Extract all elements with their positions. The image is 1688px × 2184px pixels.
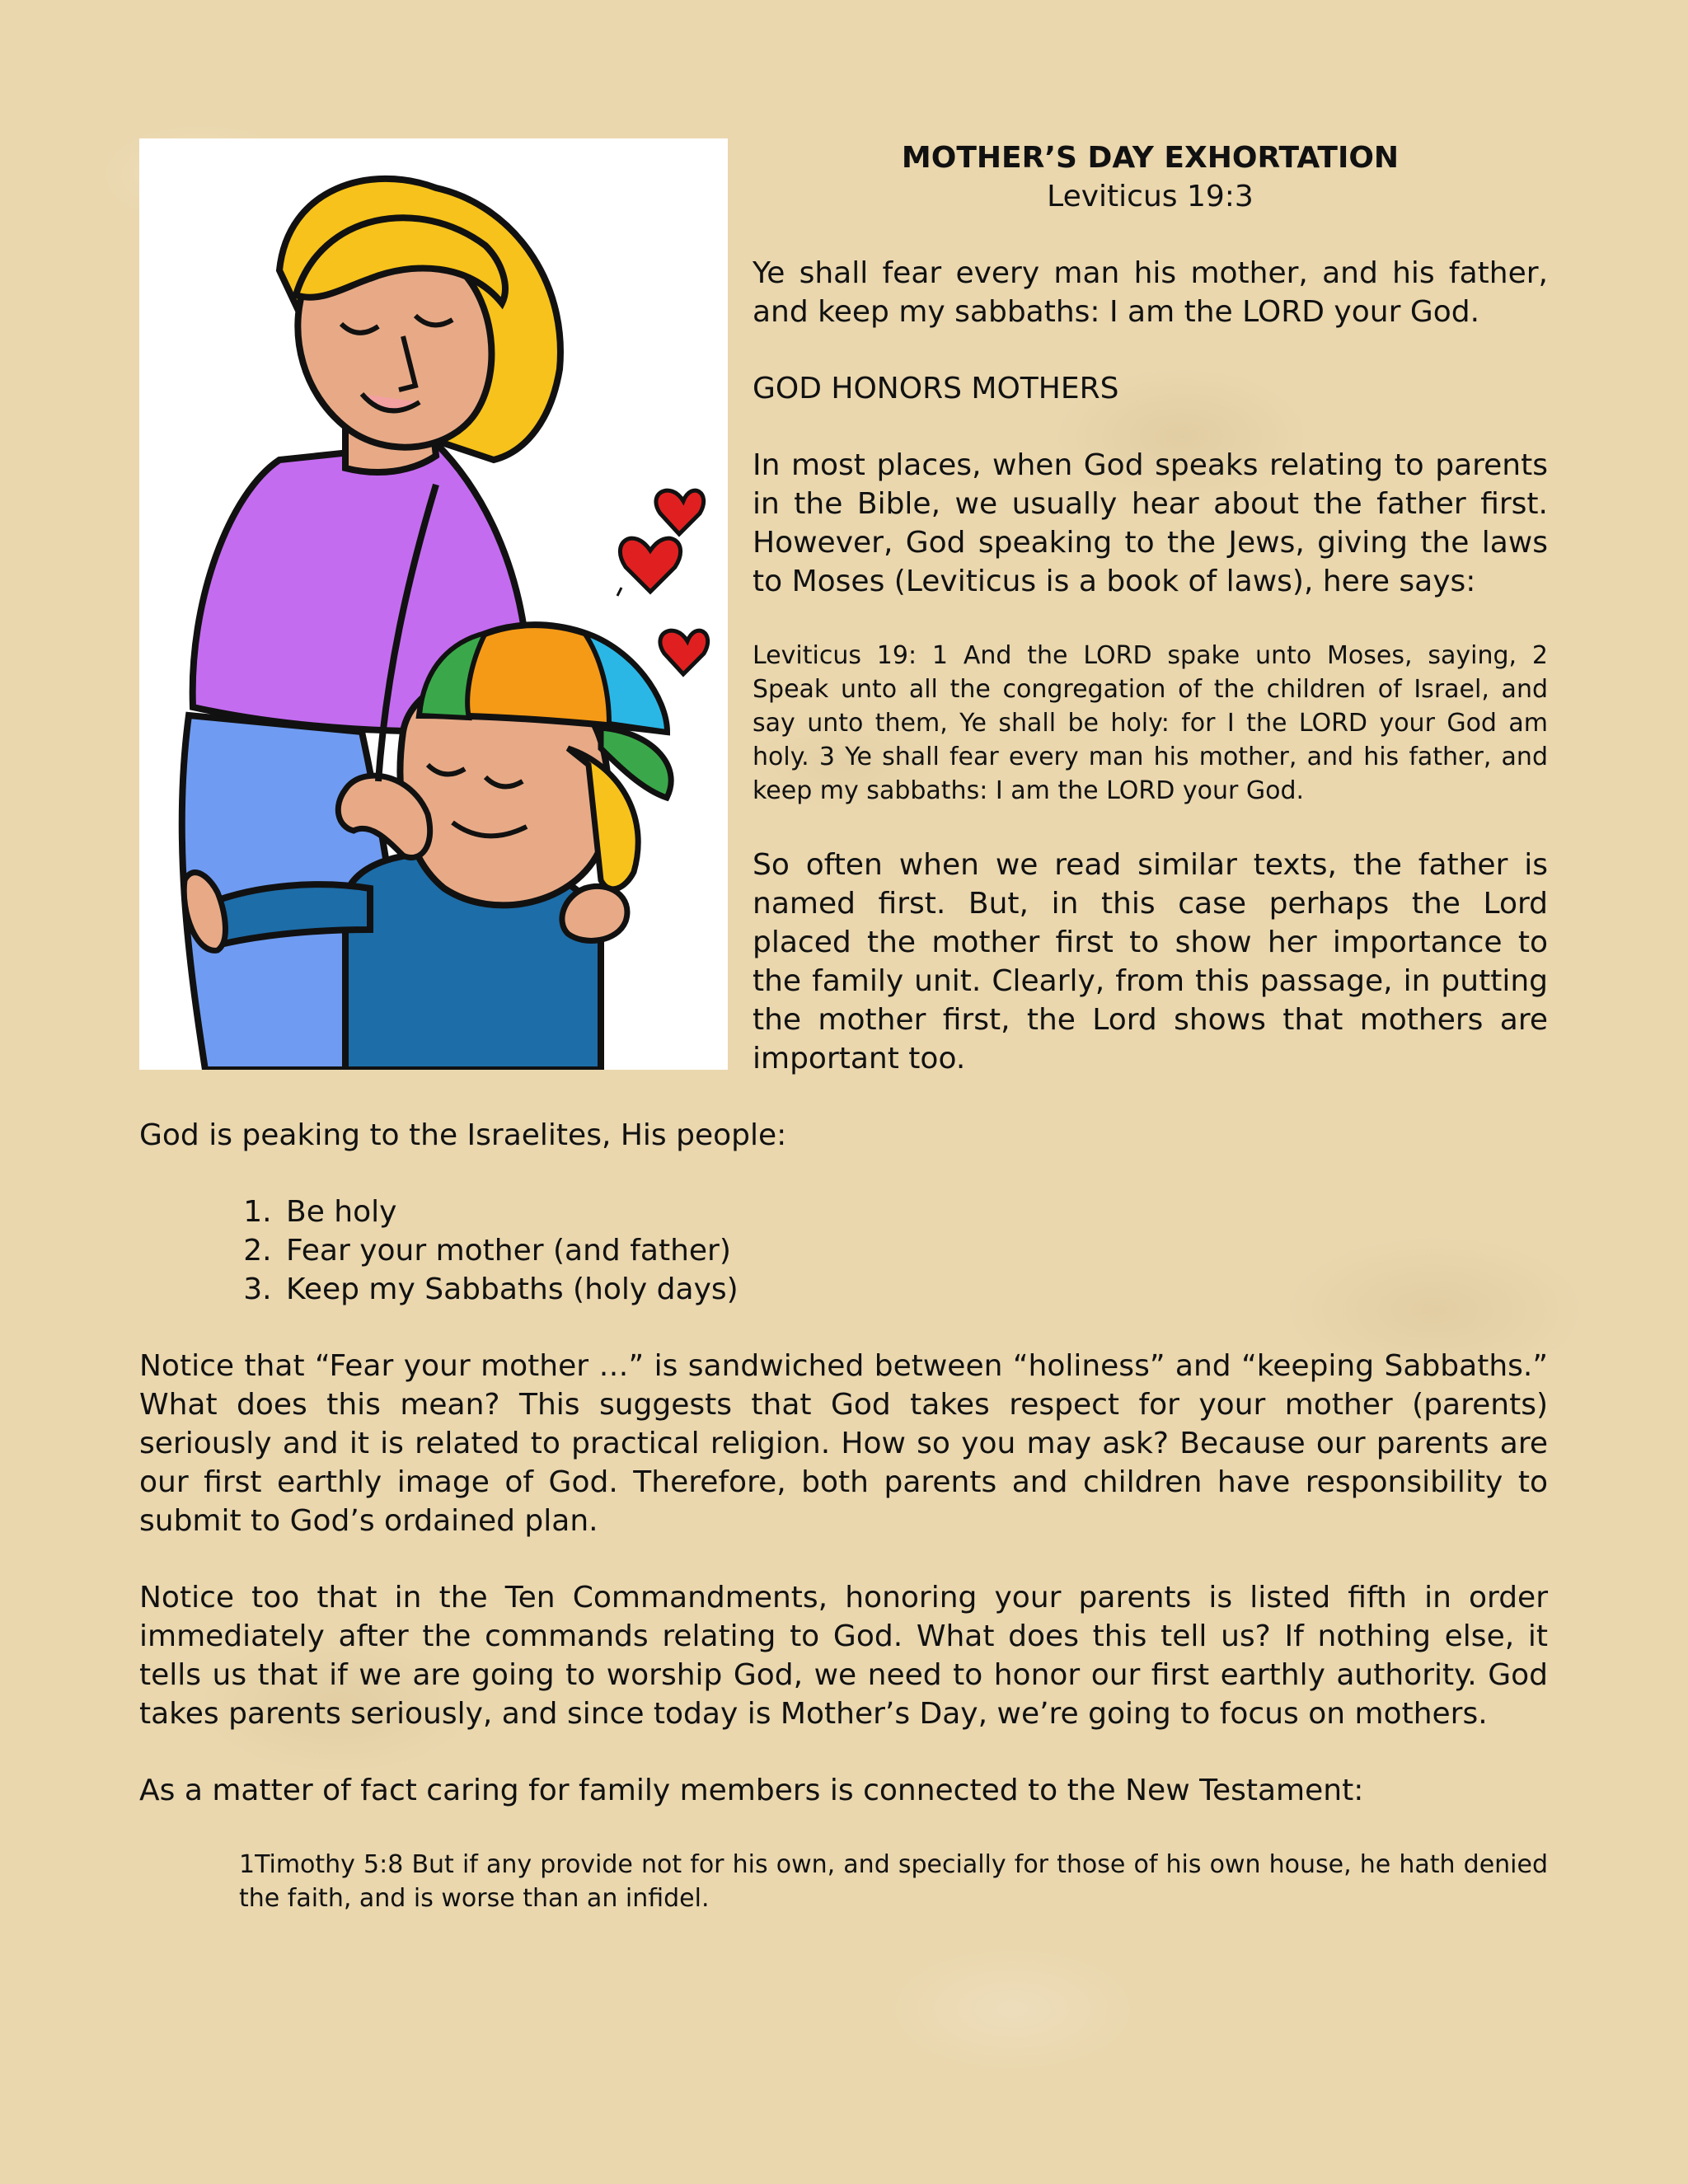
scripture-quote-timothy: 1Timothy 5:8 But if any provide not for his own, and specially for those of his own house, he hath denied the faith, and is worse than an infidel. [239, 1850, 1548, 1913]
list-item: 3. Keep my Sabbaths (holy days) [281, 1270, 1548, 1309]
document-page [139, 138, 1548, 1915]
scripture-reference: Leviticus 19:3 [1047, 180, 1254, 213]
paragraph-new-testament: As a matter of fact caring for family members is connected to the New Testament: [139, 1774, 1364, 1807]
key-verse: Ye shall fear every man his mother, and his father, and keep my sabbaths: I am the LORD your God. [753, 256, 1548, 329]
scripture-quote-leviticus: Leviticus 19: 1 And the LORD spake unto Moses, saying, 2 Speak unto all the congregation of the children of Israel, and say unto them, Ye shall be holy: for I the LORD your God am holy. 3 Ye shall fear every man his mother, and his father, and keep my sabbaths: I am the LORD your God. [753, 641, 1548, 805]
list-item: 2. Fear your mother (and father) [281, 1231, 1548, 1270]
paragraph-mother-first: So often when we read similar texts, the father is named first. But, in this case perhaps the Lord placed the mother first to show her importance to the family unit. Clearly, from this passage, in putting the mother first, the Lord shows that mothers are important too. [753, 848, 1548, 1076]
page-title: MOTHER’S DAY EXHORTATION [901, 141, 1400, 175]
list-item: 1. Be holy [281, 1193, 1548, 1231]
commands-list [139, 1193, 1548, 1309]
paragraph-israelites: God is peaking to the Israelites, His people: [139, 1118, 787, 1152]
mother-hugging-child-illustration [139, 138, 728, 1070]
paragraph-sandwiched: Notice that “Fear your mother …” is sandwiched between “holiness” and “keeping Sabbaths.” What does this mean? This suggests that God takes respect for your mother (parents) seriously and it is related to practical religion. How so you may ask? Because our parents are our first earthly image of God. Therefore, both parents and children have responsibility to submit to God’s ordained plan. [139, 1349, 1548, 1538]
section-heading: GOD HONORS MOTHERS [753, 372, 1119, 405]
paragraph-parents-order: In most places, when God speaks relating to parents in the Bible, we usually hear about the father first. However, God speaking to the Jews, giving the laws to Moses (Leviticus is a book of laws), here says: [753, 448, 1548, 598]
paragraph-ten-commandments: Notice too that in the Ten Commandments, honoring your parents is listed fifth in order immediately after the commands relating to God. What does this tell us? If nothing else, it tells us that if we are going to worship God, we need to honor our first earthly authority. God takes parents seriously, and since today is Mother’s Day, we’re going to focus on mothers. [139, 1581, 1548, 1731]
